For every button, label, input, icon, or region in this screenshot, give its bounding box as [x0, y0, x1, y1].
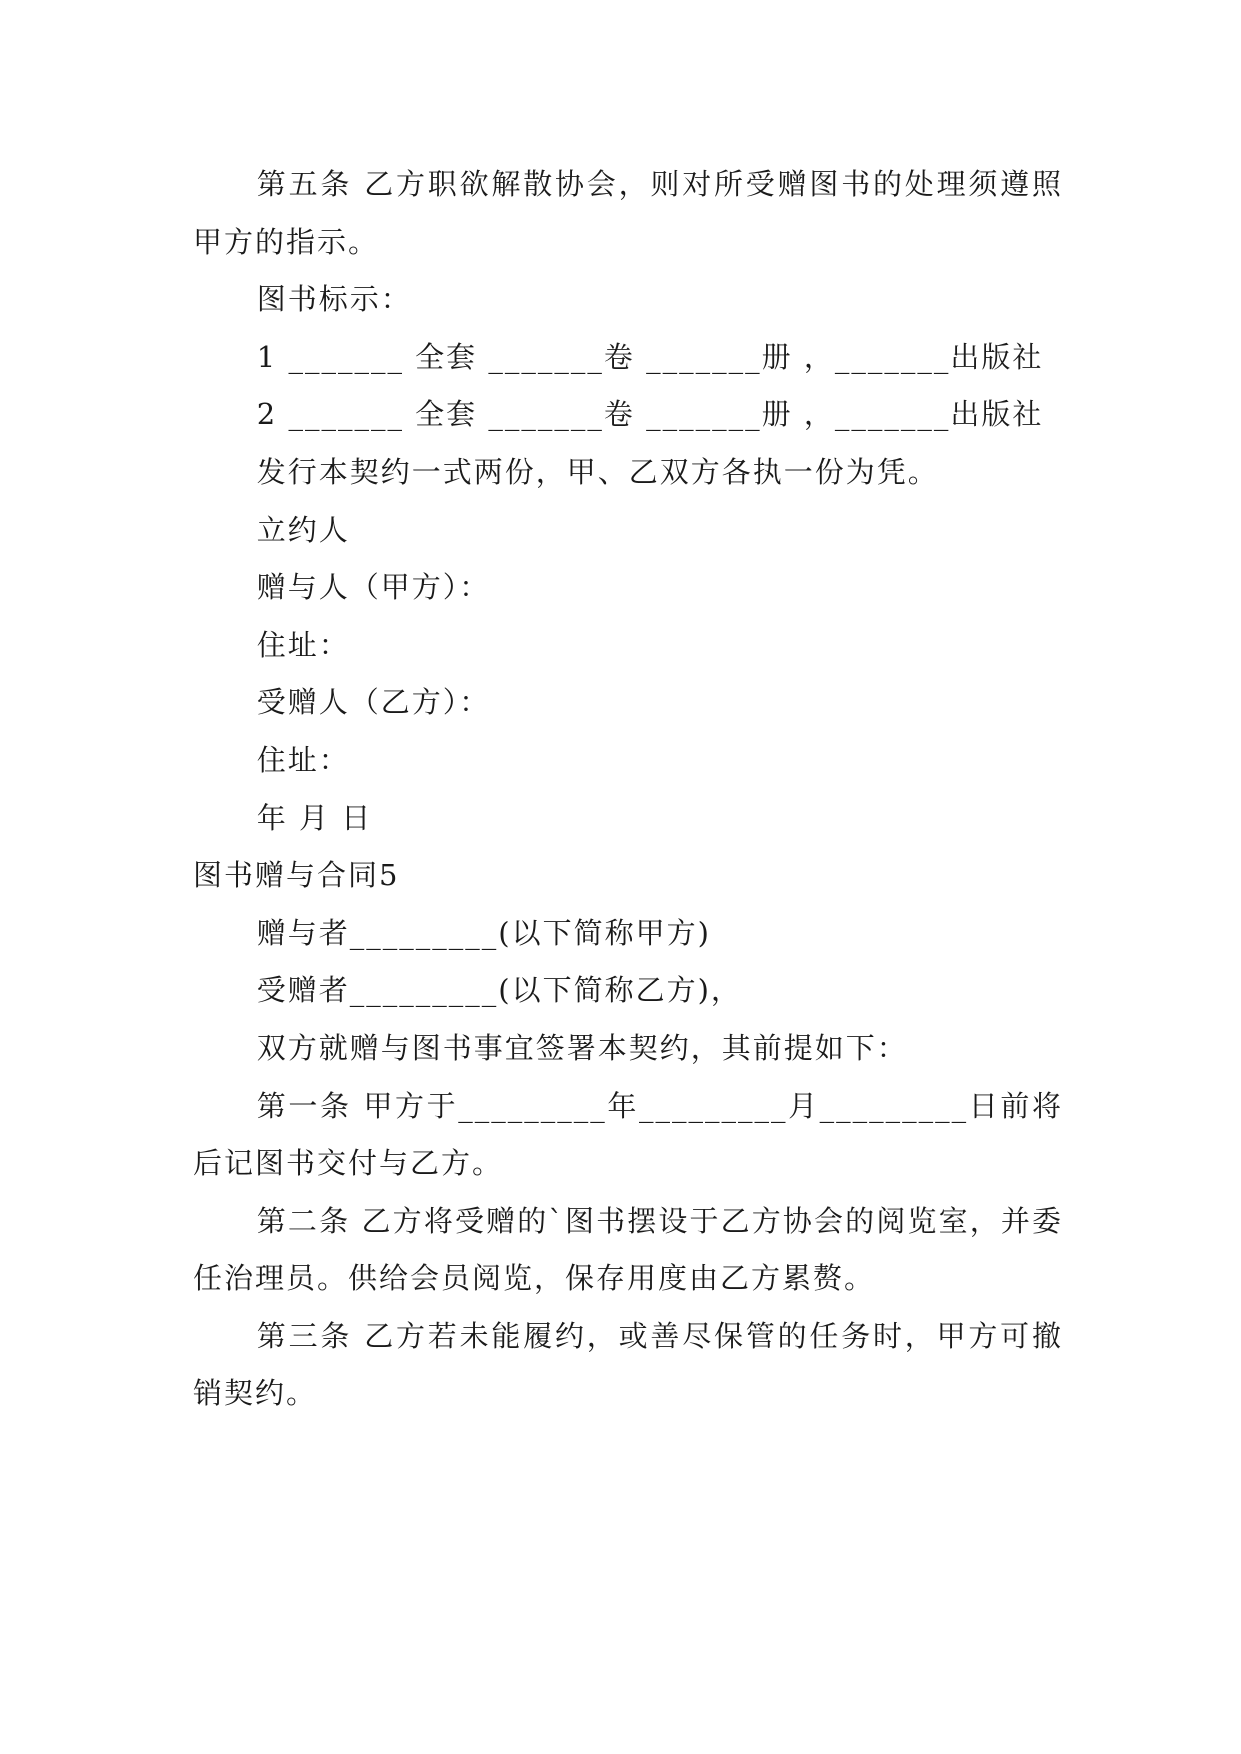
preamble-paragraph: 双方就赠与图书事宜签署本契约，其前提如下： [256, 1030, 908, 1065]
book-label-heading: 图书标示： [256, 282, 412, 317]
book-item-1: 1 _______ 全套 _______卷 _______册 ，_______出版社 [256, 339, 1044, 374]
article-2-paragraph: 第二条 乙方将受赠的`图书摆设于乙方协会的阅览室，并委任治理员。供给会员阅览，保存用度由乙方累赘。 [193, 1203, 1063, 1296]
donor-line: 赠与者_________(以下简称甲方) [256, 915, 711, 950]
document-body [193, 156, 1063, 1423]
donor-address-label: 住址： [256, 627, 350, 662]
recipient-address-label: 住址： [256, 742, 350, 777]
donor-label: 赠与人（甲方）： [256, 570, 491, 605]
recipient-label: 受赠人（乙方）： [256, 685, 491, 720]
article-1-paragraph: 第一条 甲方于_________年_________月_________日前将后记图书交付与乙方。 [193, 1088, 1063, 1181]
signatories-label: 立约人 [256, 512, 350, 547]
contract-title: 图书赠与合同5 [193, 858, 400, 893]
recipient-line: 受赠者_________(以下简称乙方)， [256, 973, 742, 1008]
date-line: 年 月 日 [256, 800, 373, 835]
article-3-paragraph: 第三条 乙方若未能履约，或善尽保管的任务时，甲方可撤销契约。 [193, 1318, 1063, 1411]
article-5-paragraph: 第五条 乙方职欲解散协会，则对所受赠图书的处理须遵照甲方的指示。 [193, 167, 1063, 259]
book-item-2: 2 _______ 全套 _______卷 _______册 ，_______出版社 [256, 397, 1044, 432]
copies-clause: 发行本契约一式两份，甲、乙双方各执一份为凭。 [256, 454, 939, 489]
